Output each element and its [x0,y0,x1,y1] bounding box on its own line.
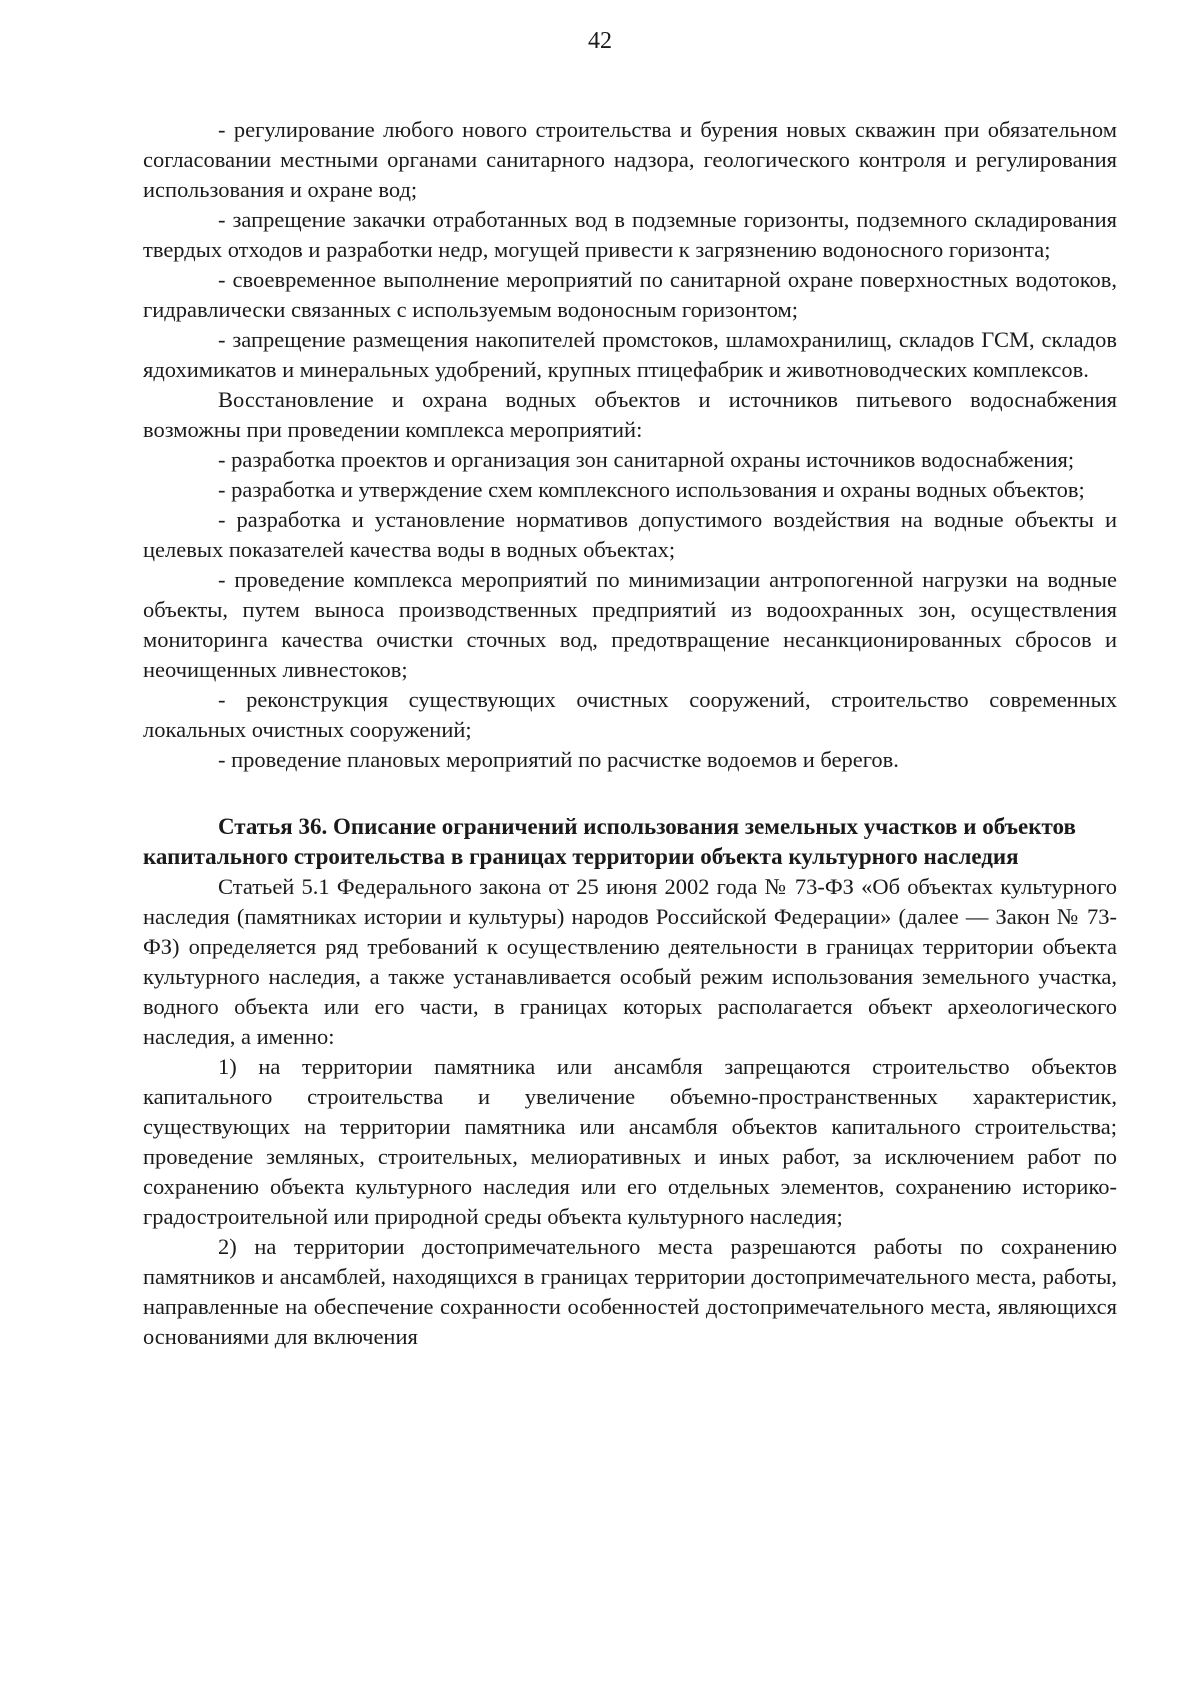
paragraph: - запрещение закачки отработанных вод в подземные горизонты, подземного складирования твердых отходов и разработки недр, могущей привести к загрязнению водоносного горизонта; [143,207,1117,262]
paragraph: - разработка и утверждение схем комплексного использования и охраны водных объектов; [218,477,1085,502]
paragraph: - своевременное выполнение мероприятий по санитарной охране поверхностных водотоков, гидравлически связанных с используемым водоносным горизонтом; [143,267,1117,322]
document-body [143,115,1117,1352]
paragraph: - проведение плановых мероприятий по расчистке водоемов и берегов. [218,747,899,772]
paragraph: 2) на территории достопримечательного места разрешаются работы по сохранению памятников и ансамблей, находящихся в границах территории достопримечательного места, работы, направленные на обеспечение сохранности особенностей достопримечательного места, являющихся основаниями для включения [143,1234,1117,1349]
article-heading: Статья 36. Описание ограничений использования земельных участков и объектов капитального строительства в границах территории объекта культурного наследия [143,814,1076,869]
paragraph: 1) на территории памятника или ансамбля запрещаются строительство объектов капитального строительства и увеличение объемно-пространственных характеристик, существующих на территории памятника или ансамбля объектов капитального строительства; проведение земляных, строительных, мелиоративных и иных работ, за исключением работ по сохранению объекта культурного наследия или его отдельных элементов, сохранению историко-градостроительной или природной среды объекта культурного наследия; [143,1054,1117,1229]
paragraph: - проведение комплекса мероприятий по минимизации антропогенной нагрузки на водные объекты, путем выноса производственных предприятий из водоохранных зон, осуществления мониторинга качества очистки сточных вод, предотвращение несанкционированных сбросов и неочищенных ливнестоков; [143,567,1117,682]
paragraph: - реконструкция существующих очистных сооружений, строительство современных локальных очистных сооружений; [143,687,1117,742]
page-number: 42 [588,28,612,54]
paragraph: - разработка проектов и организация зон санитарной охраны источников водоснабжения; [218,447,1075,472]
paragraph: - разработка и установление нормативов допустимого воздействия на водные объекты и целевых показателей качества воды в водных объектах; [143,507,1117,562]
paragraph: - регулирование любого нового строительства и бурения новых скважин при обязательном согласовании местными органами санитарного надзора, геологического контроля и регулирования использования и охране вод; [143,117,1117,202]
paragraph: - запрещение размещения накопителей промстоков, шламохранилищ, складов ГСМ, складов ядохимикатов и минеральных удобрений, крупных птицефабрик и животноводческих комплексов. [143,327,1117,382]
paragraph: Статьей 5.1 Федерального закона от 25 июня 2002 года № 73-ФЗ «Об объектах культурного наследия (памятниках истории и культуры) народов Российской Федерации» (далее — Закон № 73-ФЗ) определяется ряд требований к осуществлению деятельности в границах территории объекта культурного наследия, а также устанавливается особый режим использования земельного участка, водного объекта или его части, в границах которых располагается объект археологического наследия, а именно: [143,874,1117,1049]
paragraph: Восстановление и охрана водных объектов и источников питьевого водоснабжения возможны при проведении комплекса мероприятий: [143,387,1117,442]
